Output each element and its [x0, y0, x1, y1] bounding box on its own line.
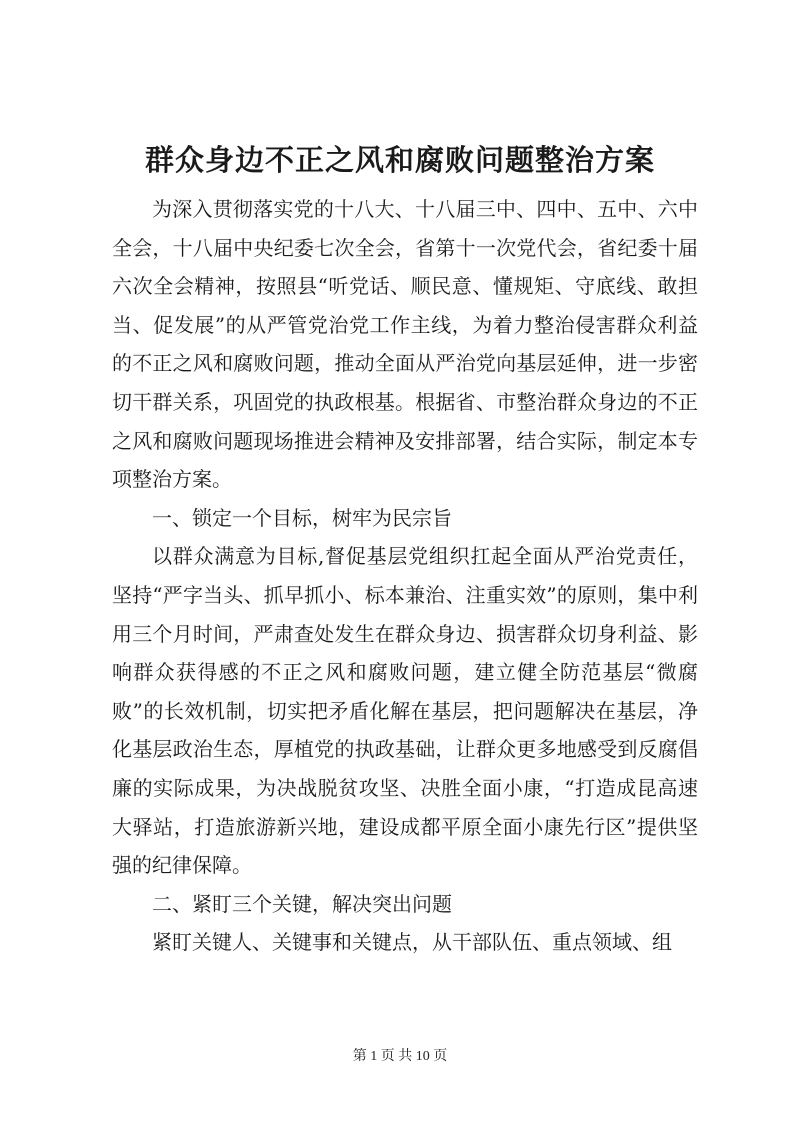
document-body [112, 190, 698, 962]
paragraph-section-1: 以群众满意为目标,督促基层党组织扛起全面从严治党责任，坚持“严字当头、抓早抓小、标本兼治、注重实效”的原则，集中利用三个月时间，严肃查处发生在群众身边、损害群众切身利益、影响群众获得感的不正之风和腐败问题，建立健全防范基层“微腐败”的长效机制，切实把矛盾化解在基层，把问题解决在基层，净化基层政治生态，厚植党的执政基础，让群众更多地感受到反腐倡廉的实际成果，为决战脱贫攻坚、决胜全面小康，“打造成昆高速大驿站，打造旅游新兴地，建设成都平原全面小康先行区”提供坚强的纪律保障。 [112, 544, 698, 878]
page-footer: 第 1 页 共 10 页 [352, 1049, 448, 1064]
section-heading-1: 一、锁定一个目标，树牢为民宗旨 [152, 505, 452, 530]
paragraph-intro: 为深入贯彻落实党的十八大、十八届三中、四中、五中、六中全会，十八届中央纪委七次全会，省第十一次党代会，省纪委十届六次全会精神，按照县“听党话、顺民意、懂规矩、守底线、敢担当、促发展”的从严管党治党工作主线，为着力整治侵害群众利益的不正之风和腐败问题，推动全面从严治党向基层延伸，进一步密切干群关系，巩固党的执政根基。根据省、市整治群众身边的不正之风和腐败问题现场推进会精神及安排部署，结合实际，制定本专项整治方案。 [112, 197, 698, 492]
paragraph-section-2: 紧盯关键人、关键事和关键点，从干部队伍、重点领域、组 [152, 930, 672, 955]
document-title: 群众身边不正之风和腐败问题整治方案 [144, 143, 655, 177]
section-heading-2: 二、紧盯三个关键，解决突出问题 [152, 891, 452, 916]
